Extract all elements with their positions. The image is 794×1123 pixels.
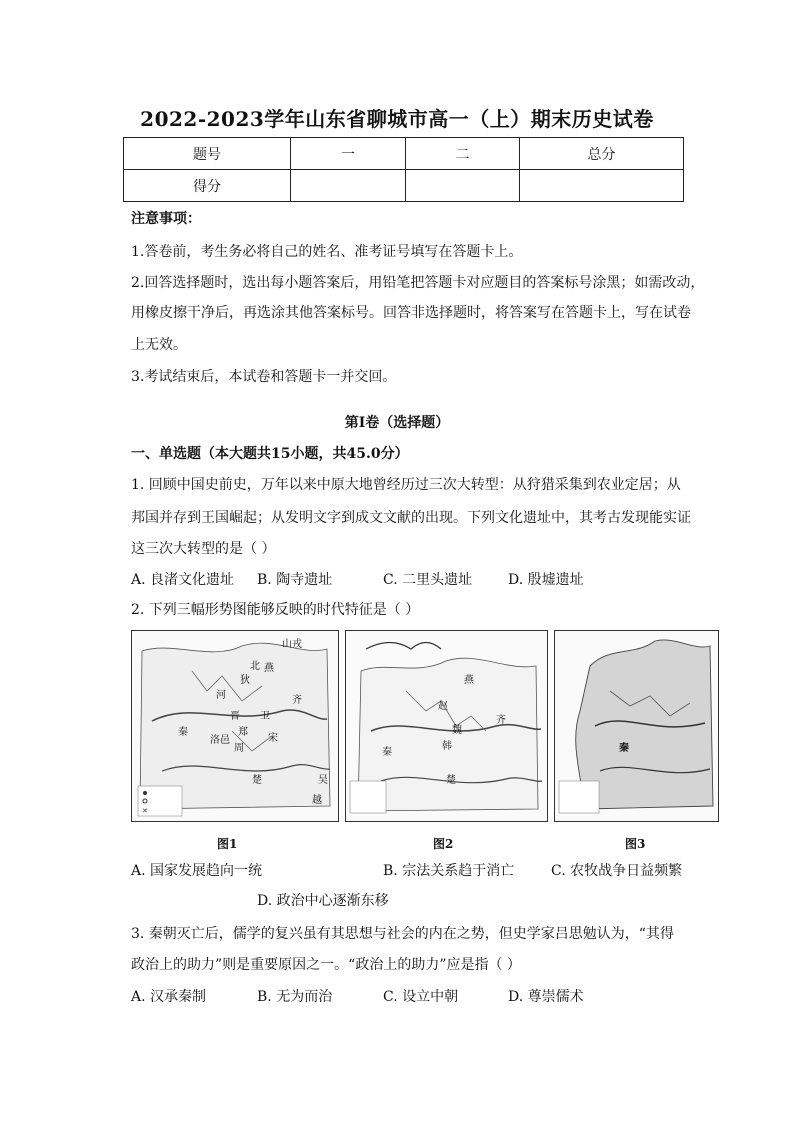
map1-label: 洛邑 <box>210 735 230 746</box>
map2-label: 魏 <box>452 725 462 736</box>
map1-label: 齐 <box>292 695 302 706</box>
question-3-option-c[interactable]: C. 设立中朝 <box>383 989 459 1005</box>
map-figure-2 <box>345 630 548 822</box>
map1-label: 北 <box>250 661 260 672</box>
map1-label: 越 <box>312 795 322 806</box>
map1-label: 吴 <box>318 775 328 786</box>
notice-item: 1.答卷前，考生务必将自己的姓名、准考证号填写在答题卡上。 <box>131 244 523 260</box>
question-3-option-b[interactable]: B. 无为而治 <box>257 989 333 1005</box>
question-2-option-a[interactable]: A. 国家发展趋向一统 <box>131 863 263 879</box>
question-1-text: 这三次大转型的是（ ） <box>131 541 276 557</box>
map1-label: 周 <box>234 743 244 754</box>
map1-label: 楚 <box>252 775 262 786</box>
section-title: 第I卷（选择题） <box>344 415 450 431</box>
map1-label: 晋 <box>230 711 240 722</box>
notice-item: 用橡皮擦干净后，再选涂其他答案标号。回答非选择题时，将答案写在答题卡上，写在试卷 <box>131 305 691 321</box>
map2-label: 赵 <box>438 701 448 712</box>
question-2-option-b[interactable]: B. 宗法关系趋于消亡 <box>383 863 515 879</box>
map1-label: 郑 <box>238 727 248 738</box>
question-2-option-c[interactable]: C. 农牧战争日益频繁 <box>551 863 683 879</box>
map1-label: 狄 <box>240 675 250 686</box>
question-1-text: 邦国并存到王国崛起；从发明文字到成文文献的出现。下列文化遗址中，其考古发现能实证 <box>131 510 691 526</box>
map1-label: 宋 <box>268 733 278 744</box>
notice-item: 2.回答选择题时，选出每小题答案后，用铅笔把答题卡对应题目的答案标号涂黑；如需改动， <box>131 275 705 291</box>
exam-title: 2022-2023学年山东省聊城市高一（上）期末历史试卷 <box>140 107 654 131</box>
map2-label: 齐 <box>496 715 506 726</box>
notice-item: 上无效。 <box>131 337 187 353</box>
map2-label: 秦 <box>382 747 392 758</box>
question-1-option-c[interactable]: C. 二里头遗址 <box>383 572 473 588</box>
header-cell-part-one: 一 <box>291 138 406 170</box>
map-figure-3 <box>554 630 719 822</box>
question-3-option-a[interactable]: A. 汉承秦制 <box>131 989 207 1005</box>
question-2-text: 2. 下列三幅形势图能够反映的时代特征是（ ） <box>131 602 420 618</box>
score-table-header-row <box>124 138 684 170</box>
question-3-option-d[interactable]: D. 尊崇儒术 <box>508 989 584 1005</box>
question-1-option-d[interactable]: D. 殷墟遗址 <box>508 572 584 588</box>
notice-heading: 注意事项： <box>131 211 201 227</box>
svg-text:✕: ✕ <box>142 807 148 815</box>
notice-item: 3.考试结束后，本试卷和答题卡一并交回。 <box>131 369 397 385</box>
map3-label: 秦 <box>619 743 629 754</box>
map-figure-1 <box>131 630 339 822</box>
map2-label: 燕 <box>464 675 474 686</box>
question-3-text: 3. 秦朝灭亡后，儒学的复兴虽有其思想与社会的内在之势，但史学家吕思勉认为，“其得 <box>131 926 674 942</box>
question-1-option-a[interactable]: A. 良渚文化遗址 <box>131 572 235 588</box>
map1-label: 河 <box>216 690 226 701</box>
question-1-text: 1. 回顾中国史前史，万年以来中原大地曾经历过三次大转型：从狩猎采集到农业定居；从 <box>131 477 681 493</box>
header-cell-question-number: 题号 <box>124 138 291 170</box>
score-cell <box>291 170 406 202</box>
map1-label: 山戎 <box>282 639 302 650</box>
map2-label: 韩 <box>442 741 452 752</box>
question-1-option-b[interactable]: B. 陶寺遗址 <box>257 572 333 588</box>
section-subtitle: 一、单选题（本大题共15小题，共45.0分） <box>131 446 409 462</box>
figure-caption-1: 图1 <box>217 837 238 851</box>
question-2-option-d[interactable]: D. 政治中心逐渐东移 <box>257 893 389 909</box>
score-table <box>123 137 684 202</box>
header-cell-total: 总分 <box>520 138 684 170</box>
map1-label: 秦 <box>178 727 188 738</box>
map1-label: 卫 <box>260 711 270 722</box>
header-cell-part-two: 二 <box>406 138 520 170</box>
question-2-figures <box>131 630 717 852</box>
score-table-score-row <box>124 170 684 202</box>
map2-label: 楚 <box>446 775 456 786</box>
question-3-text: 政治上的助力”则是重要原因之一。“政治上的助力”应是指（ ） <box>131 957 521 973</box>
score-cell <box>406 170 520 202</box>
row-label-score: 得分 <box>124 170 291 202</box>
score-cell <box>520 170 684 202</box>
map1-label: 燕 <box>264 663 274 674</box>
figure-caption-2: 图2 <box>433 837 454 851</box>
figure-caption-3: 图3 <box>625 837 646 851</box>
